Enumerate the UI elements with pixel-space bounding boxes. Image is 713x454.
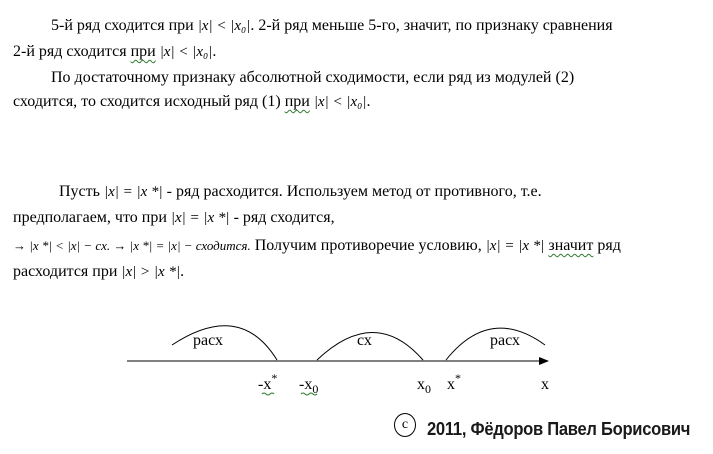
text: расходится xyxy=(13,263,89,280)
formula: |x| < |x₀| xyxy=(197,18,251,34)
spellcheck-word: при xyxy=(130,43,156,60)
text: при xyxy=(92,263,118,280)
region-label-right: расх xyxy=(490,332,520,349)
region-label-middle: сх xyxy=(357,332,372,349)
text: 5-й ряд сходится при xyxy=(51,17,194,34)
formula: |x| < |x₀| xyxy=(159,44,213,60)
arc-left-divergent xyxy=(172,326,277,360)
formula: |x| > |x *| xyxy=(121,264,181,280)
text: . xyxy=(212,43,217,60)
copyright-circle-icon: c xyxy=(394,413,416,437)
text: - ряд расходится. Используем метод от противного, т.е. xyxy=(166,183,542,200)
text: Пусть xyxy=(59,183,100,200)
formula: |x| = |x *| xyxy=(103,184,163,200)
spellcheck-squiggle xyxy=(262,393,274,395)
text: Получим противоречие условию, xyxy=(254,237,482,254)
axis-label-x: x xyxy=(541,376,549,393)
tick-base: -x xyxy=(299,376,313,393)
text: . xyxy=(180,263,185,280)
formula: |x| < |x₀| xyxy=(313,94,367,110)
tick-sup: * xyxy=(271,371,278,385)
spellcheck-word: значит xyxy=(548,237,594,254)
text: 2-й ряд сходится xyxy=(13,43,127,60)
formula: → |x *| < |x| − cx. → |x *| = |x| − сходится. xyxy=(13,238,251,253)
tick-base: x xyxy=(417,376,425,393)
tick-sub: 0 xyxy=(425,382,431,396)
text: . 2-й ряд меньше 5-го, значит, по признаку сравнения xyxy=(250,17,613,34)
text: . xyxy=(366,93,371,110)
tick-neg-xstar xyxy=(258,371,277,395)
text: предполагаем, что при xyxy=(13,209,167,226)
text: По достаточному признаку абсолютной сходимости, если ряд из модулей (2) xyxy=(51,69,575,86)
formula: |x| = |x *| xyxy=(485,238,545,254)
tick-sub: 0 xyxy=(312,382,319,396)
tick-x0 xyxy=(417,376,431,396)
svg-text:-x* xyxy=(258,371,277,393)
spellcheck-word: при xyxy=(284,93,310,110)
svg-text:x0 xyxy=(417,376,431,396)
tick-xstar xyxy=(447,371,461,393)
tick-base: -x xyxy=(258,376,272,393)
text: сходится, то сходится исходный ряд (1) xyxy=(13,93,281,110)
formula: |x| = |x *| xyxy=(170,210,230,226)
text: - ряд сходится, xyxy=(233,209,335,226)
tick-sup: * xyxy=(455,371,461,385)
region-label-left: расх xyxy=(193,332,223,349)
svg-text:x* xyxy=(447,371,461,393)
tick-neg-x0 xyxy=(299,376,318,396)
author-caption: 2011, Фёдоров Павел Борисович xyxy=(427,419,691,439)
text: ряд xyxy=(597,237,621,254)
tick-base: x xyxy=(447,376,455,393)
